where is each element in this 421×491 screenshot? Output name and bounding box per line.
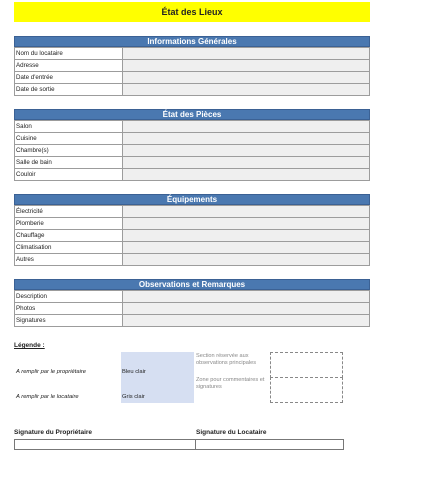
- section-header: Équipements: [14, 194, 370, 205]
- row-value-cell[interactable]: [123, 206, 370, 218]
- legend-note-comments: Zone pour commentaires et signatures: [196, 377, 265, 390]
- table-row: [15, 218, 370, 230]
- table-row: [15, 133, 370, 145]
- legend-owner-label: A remplir par le propriétaire: [16, 369, 87, 375]
- rooms-table: [14, 120, 370, 181]
- row-value-cell[interactable]: [123, 315, 370, 327]
- equipment-table: [14, 205, 370, 266]
- table-row: [15, 291, 370, 303]
- legend-title: Légende :: [14, 342, 45, 349]
- row-label: Électricité: [15, 206, 123, 218]
- table-row: [15, 230, 370, 242]
- row-value-cell[interactable]: [123, 218, 370, 230]
- row-value-cell[interactable]: [123, 157, 370, 169]
- table-row: [15, 206, 370, 218]
- row-value-cell[interactable]: [123, 254, 370, 266]
- general-info-table: [14, 47, 370, 96]
- row-value-cell[interactable]: [123, 230, 370, 242]
- legend-note-main: Section réservée aux observations principales: [196, 353, 257, 366]
- owner-signature-field[interactable]: [14, 439, 196, 450]
- row-value-cell[interactable]: [123, 291, 370, 303]
- row-label: Salon: [15, 121, 123, 133]
- table-row: [15, 145, 370, 157]
- section-header: Observations et Remarques: [14, 279, 370, 290]
- row-value-cell[interactable]: [123, 145, 370, 157]
- row-label: Chauffage: [15, 230, 123, 242]
- section-header: État des Pièces: [14, 109, 370, 120]
- row-value-cell[interactable]: [123, 48, 370, 60]
- section-equipment: [14, 194, 370, 266]
- legend-tenant-label: A remplir par le locataire: [16, 394, 79, 400]
- table-row: [15, 121, 370, 133]
- table-row: [15, 72, 370, 84]
- section-general-info: [14, 36, 370, 96]
- table-row: [15, 315, 370, 327]
- row-value-cell[interactable]: [123, 169, 370, 181]
- observations-table: [14, 290, 370, 327]
- table-row: [15, 254, 370, 266]
- legend-dashed-box-main: [270, 352, 343, 378]
- row-label: Plomberie: [15, 218, 123, 230]
- tenant-signature-field[interactable]: [195, 439, 344, 450]
- legend-dashed-box-comments: [270, 377, 343, 403]
- row-label: Chambre(s): [15, 145, 123, 157]
- section-rooms: [14, 109, 370, 181]
- table-row: [15, 242, 370, 254]
- section-observations: [14, 279, 370, 327]
- table-row: [15, 169, 370, 181]
- row-label: Autres: [15, 254, 123, 266]
- row-label: Climatisation: [15, 242, 123, 254]
- tenant-signature-label: Signature du Locataire: [196, 429, 267, 436]
- table-row: [15, 303, 370, 315]
- table-row: [15, 48, 370, 60]
- legend-owner-color: Bleu clair: [122, 369, 146, 375]
- row-value-cell[interactable]: [123, 72, 370, 84]
- row-label: Couloir: [15, 169, 123, 181]
- row-label: Cuisine: [15, 133, 123, 145]
- owner-signature-label: Signature du Propriétaire: [14, 429, 93, 436]
- row-label: Adresse: [15, 60, 123, 72]
- row-value-cell[interactable]: [123, 242, 370, 254]
- row-value-cell[interactable]: [123, 133, 370, 145]
- row-value-cell[interactable]: [123, 84, 370, 96]
- section-header: Informations Générales: [14, 36, 370, 47]
- row-label: Signatures: [15, 315, 123, 327]
- row-label: Date d'entrée: [15, 72, 123, 84]
- row-value-cell[interactable]: [123, 60, 370, 72]
- table-row: [15, 84, 370, 96]
- row-label: Salle de bain: [15, 157, 123, 169]
- document-title: État des Lieux: [14, 2, 370, 22]
- row-value-cell[interactable]: [123, 303, 370, 315]
- table-row: [15, 60, 370, 72]
- row-label: Photos: [15, 303, 123, 315]
- row-label: Date de sortie: [15, 84, 123, 96]
- row-label: Nom du locataire: [15, 48, 123, 60]
- legend-tenant-color: Gris clair: [122, 394, 145, 400]
- row-value-cell[interactable]: [123, 121, 370, 133]
- table-row: [15, 157, 370, 169]
- row-label: Description: [15, 291, 123, 303]
